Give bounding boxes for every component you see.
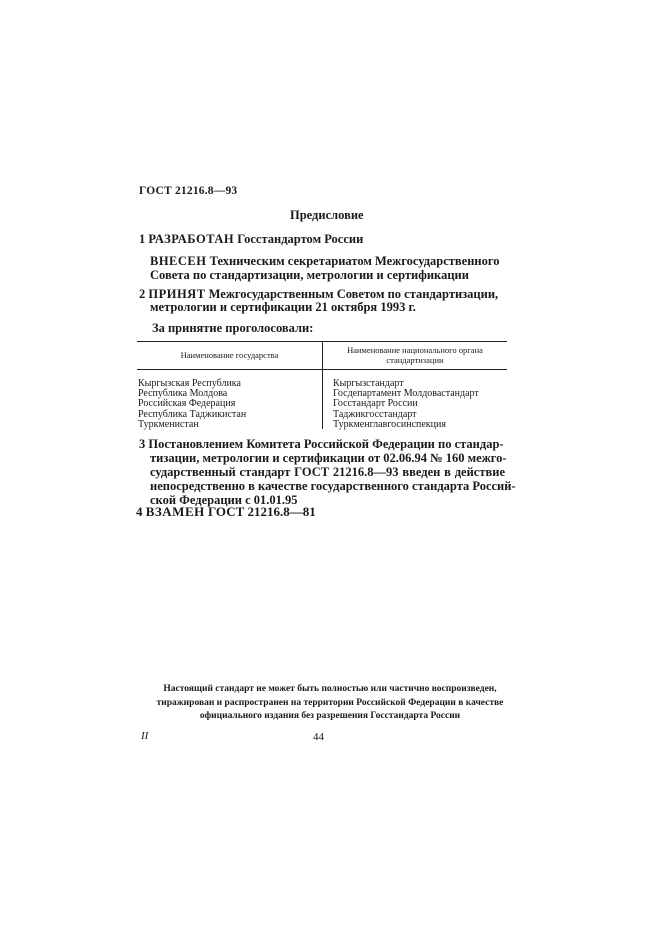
item-resolution: [139, 437, 516, 507]
page-number: 44: [313, 731, 324, 743]
item-resolution-line2: тизации, метрологии и сертификации от 02.06.94 № 160 межго-: [150, 451, 507, 465]
item-introduced: [150, 254, 510, 282]
table-column-states: [138, 379, 246, 430]
table-cell-body: Таджикгосстандарт: [333, 408, 417, 420]
item-text: Постановлением Комитета Российской Федерации по стандар-: [148, 437, 504, 451]
item-replaces: [136, 504, 316, 520]
item-text: ГОСТ 21216.8—81: [207, 504, 316, 519]
item-keyword: ПРИНЯТ: [148, 287, 206, 301]
item-text-line1: Межгосударственным Советом по стандартизации,: [208, 287, 499, 301]
table-cell-state: Республика Таджикистан: [138, 408, 247, 420]
item-resolution-line1: [139, 437, 505, 451]
vote-title: За принятие проголосовали:: [152, 321, 314, 335]
table-cell-state: Кыргызская Республика: [138, 378, 241, 389]
item-text: Госстандартом России: [237, 232, 364, 246]
item-text: Техническим секретариатом Межгосударственного Совета по стандартизации, метрологии и сертификации: [150, 254, 500, 282]
item-number: 1: [139, 232, 146, 246]
table-cell-state: Туркменистан: [138, 418, 199, 430]
notice-line: официального издания без разрешения Госстандарта России: [199, 711, 461, 721]
table-cell-state: Республика Молдова: [138, 388, 228, 400]
table-cell-body: Туркменглавгосинспекция: [333, 418, 446, 430]
item-number: 3: [139, 437, 146, 451]
roman-page-number: II: [141, 730, 149, 742]
item-resolution-line5: ской Федерации с 01.01.95: [150, 493, 298, 507]
foreword-title: Предисловие: [290, 208, 364, 222]
item-resolution-cont: [139, 451, 516, 507]
item-adopted: [139, 287, 498, 301]
item-developed: [139, 232, 363, 246]
item-resolution-line4: непосредственно в качестве государственного стандарта Россий-: [150, 479, 516, 493]
item-number: 2: [139, 287, 146, 301]
table-column-bodies: [333, 379, 479, 430]
notice-line: Настоящий стандарт не может быть полностью или частично воспроизведен,: [163, 684, 497, 694]
table-header-state: Наименование государства: [180, 350, 279, 360]
item-keyword: ВНЕСЕН: [150, 254, 207, 268]
item-number: 4: [136, 504, 143, 519]
item-keyword: РАЗРАБОТАН: [148, 232, 235, 246]
item-keyword: ВЗАМЕН: [145, 504, 205, 519]
item-resolution-line3: сударственный стандарт ГОСТ 21216.8—93 введен в действие: [150, 465, 505, 479]
table-cell-body: Госдепартамент Молдовастандарт: [333, 388, 479, 400]
table-cell-body: Кыргызстандарт: [333, 378, 404, 389]
document-code: ГОСТ 21216.8—93: [139, 185, 238, 197]
table-cell-body: Госстандарт России: [333, 398, 418, 410]
copyright-notice: [145, 683, 515, 724]
table-cell-state: Российская Федерация: [138, 398, 236, 410]
item-adopted-line2: метрологии и сертификации 21 октября 1993 г.: [150, 300, 416, 314]
notice-line: тиражирован и распространен на территории Российской Федерации в качестве: [156, 697, 504, 708]
table-header-body: Наименование национального органа стандартизации: [347, 345, 483, 365]
